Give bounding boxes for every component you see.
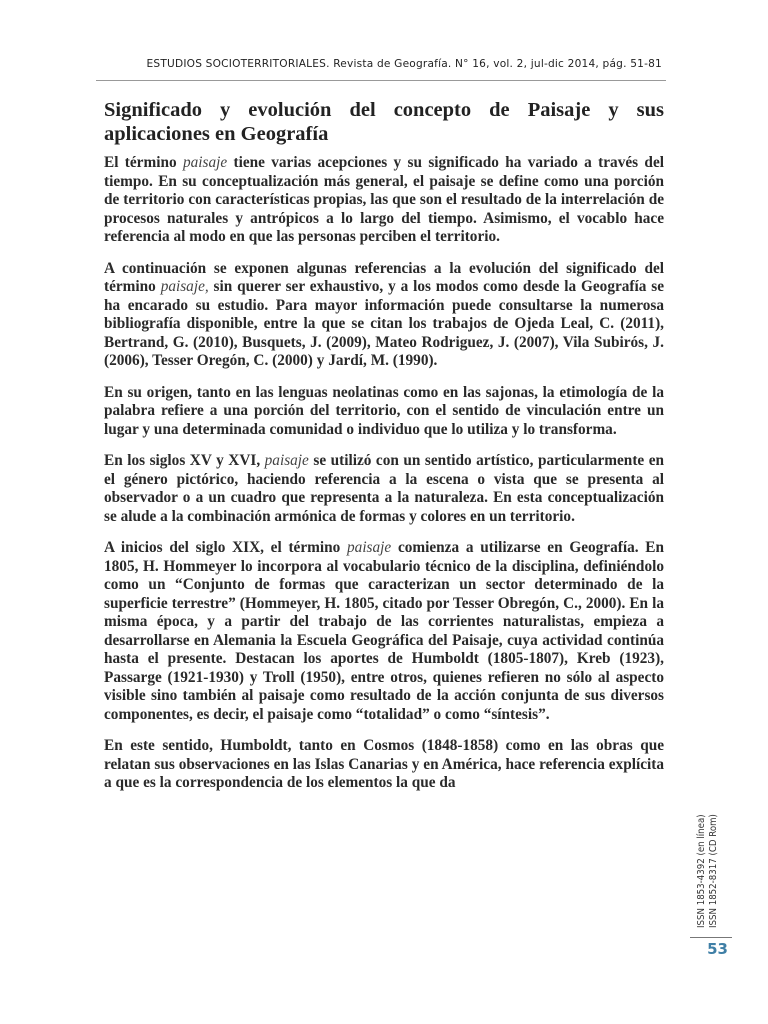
paragraph-4: En los siglos XV y XVI, paisaje se utilizó con un sentido artístico, particularmente en el género pictórico, haciendo referencia a la escena o vista que se presenta al observador o a un cuadro que representa a la naturaleza. En esta conceptualización se alude a la combinación armónica de formas y colores en un territorio. — [104, 452, 665, 525]
italic-term: paisaje — [182, 154, 228, 171]
article-body — [104, 154, 664, 806]
italic-term: paisaje — [347, 539, 392, 556]
italic-term: paisaje, — [160, 278, 209, 295]
paragraph-6: En este sentido, Humboldt, tanto en Cosmos (1848-1858) como en las obras que relatan sus observaciones en las Islas Canarias y en América, hace referencia explícita a que es la correspondencia de los elementos la que da — [104, 737, 664, 791]
article-title: Significado y evolución del concepto de Paisaje y sus aplicaciones en Geografía — [104, 99, 664, 145]
issn-sidebar — [696, 814, 720, 928]
paragraph-3: En su origen, tanto en las lenguas neolatinas como en las sajonas, la etimología de la palabra refiere a una porción del territorio, con el sentido de vinculación entre un lugar y una determinada comunidad o individuo que lo utiliza y lo transforma. — [104, 383, 664, 438]
issn-cd: ISSN 1852-8317 (CD Rom) — [708, 814, 719, 928]
issn-online: ISSN 1853-4392 (en línea) — [696, 814, 707, 928]
paragraph-5: A inicios del siglo XIX, el término paisaje comienza a utilizarse en Geografía. En 1805, H. Hommeyer lo incorpora al vocabulario técnico de la disciplina, definiéndolo como un “Conjunto de formas que caracterizan un sector determinado de la superficie terrestre” (Hommeyer, H. 1805, citado por Tesser Obregón, C., 2000). En la misma época, y a partir del trabajo de las corrientes naturalistas, empieza a desarrollarse en Alemania la Escuela Geográfica del Paisaje, cuya actividad continúa hasta el presente. Destacan los aportes de Humboldt (1805-1807), Kreb (1923), Passarge (1921-1930) y Troll (1950), entre otros, quienes refieren no sólo al aspecto visible sino también al paisaje como resultado de la acción conjunta de sus diversos componentes, es decir, el paisaje como “totalidad” o como “síntesis”. — [104, 539, 664, 723]
running-head: ESTUDIOS SOCIOTERRITORIALES. Revista de Geografía. N° 16, vol. 2, jul-dic 2014, pág. 51-81 — [146, 58, 662, 70]
page-number: 53 — [707, 940, 728, 958]
paragraph-2: A continuación se exponen algunas referencias a la evolución del significado del término paisaje, sin querer ser exhaustivo, y a los modos como desde la Geografía se ha encarado su estudio. Para mayor información puede consultarse la numerosa bibliografía disponible, entre la que se citan los trabajos de Ojeda Leal, C. (2011), Bertrand, G. (2010), Busquets, J. (2009), Mateo Rodriguez, J. (2007), Vila Subirós, J. (2006), Tesser Oregón, C. (2000) y Jardí, M. (1990). — [104, 259, 664, 369]
paragraph-1: El término paisaje tiene varias acepciones y su significado ha variado a través del tiempo. En su conceptualización más general, el paisaje se define como una porción de territorio con características propias, las que son el resultado de la interrelación de procesos naturales y antrópicos a lo largo del tiempo. Asimismo, el vocablo hace referencia al modo en que las personas perciben el territorio. — [104, 154, 664, 245]
italic-term: paisaje — [264, 452, 309, 469]
header-divider — [96, 80, 666, 81]
folio-divider — [690, 937, 732, 938]
